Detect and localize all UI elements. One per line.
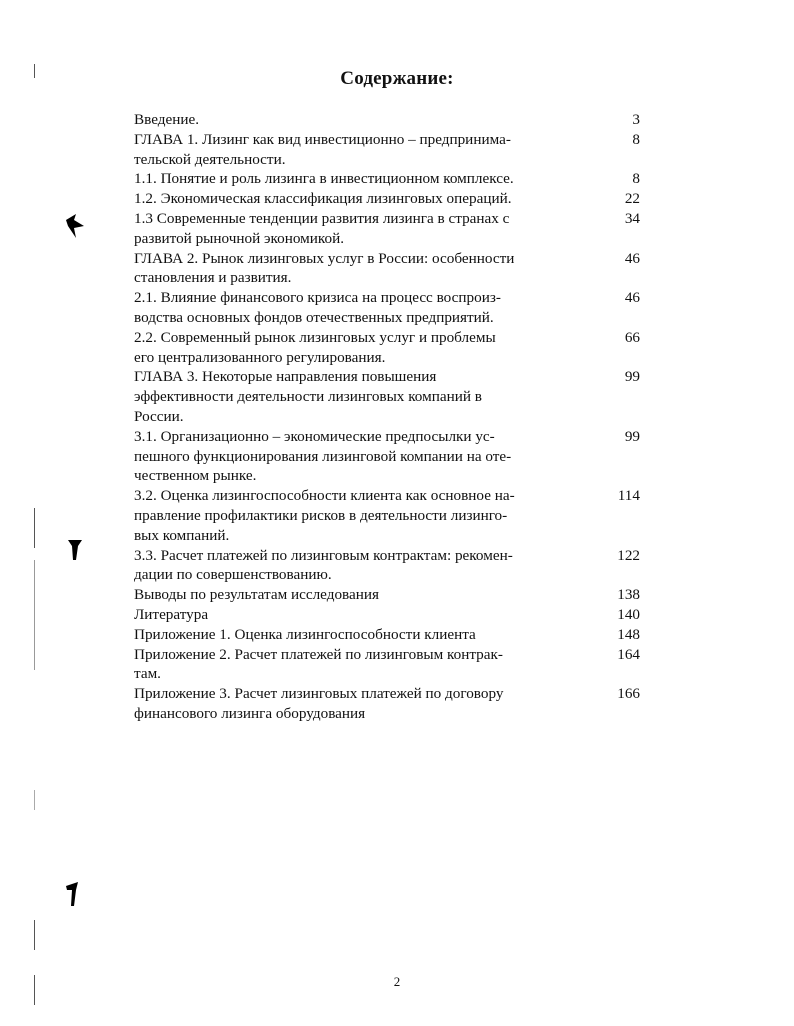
scan-artifact-line xyxy=(34,508,35,548)
toc-entry-page: 8 xyxy=(632,170,640,188)
toc-entry-page: 148 xyxy=(617,625,640,643)
toc-entry xyxy=(134,130,640,170)
toc-entry-page: 66 xyxy=(624,328,640,346)
table-of-contents xyxy=(134,110,640,724)
toc-entry-page: 22 xyxy=(624,190,640,208)
toc-entry-page: 164 xyxy=(617,645,640,663)
toc-entry xyxy=(134,486,640,545)
toc-entry xyxy=(134,684,640,724)
toc-entry xyxy=(134,169,640,189)
toc-entry-title: 3.1. Организационно – экономические предпосылки ус- пешного функционирования лизинговой компании на оте- чественном рынке. xyxy=(134,427,512,485)
scan-artifact-line xyxy=(34,920,35,950)
toc-entry xyxy=(134,546,640,586)
toc-entry-page: 114 xyxy=(617,487,640,505)
toc-entry-title: Литература xyxy=(134,605,209,623)
toc-entry-title: Введение. xyxy=(134,111,200,128)
scan-artifact-mark xyxy=(62,210,92,240)
toc-entry xyxy=(134,288,640,328)
toc-entry xyxy=(134,328,640,368)
toc-entry-title: 1.1. Понятие и роль лизинга в инвестиционном комплексе. xyxy=(134,170,514,188)
toc-entry-page: 138 xyxy=(617,586,640,604)
scan-artifact-mark xyxy=(64,880,82,910)
toc-entry-title: ГЛАВА 3. Некоторые направления повышения эффективности деятельности лизинговых компаний в России. xyxy=(134,368,482,425)
toc-entry-page: 34 xyxy=(624,209,640,227)
toc-entry-title: ГЛАВА 2. Рынок лизинговых услуг в России: особенности становления и развития. xyxy=(134,249,515,287)
toc-entry-title: 1.2. Экономическая классификация лизинговых операций. xyxy=(134,190,512,208)
scan-artifact-mark xyxy=(66,538,86,564)
toc-entry xyxy=(134,605,640,625)
toc-entry-page: 166 xyxy=(617,685,640,703)
toc-entry xyxy=(134,367,640,426)
toc-entry-title: 1.3 Современные тенденции развития лизинга в странах с развитой рыночной экономикой. xyxy=(134,209,510,247)
toc-entry-page: 46 xyxy=(624,289,640,307)
toc-entry-page: 122 xyxy=(617,546,640,564)
toc-entry-page: 3 xyxy=(632,111,640,128)
toc-entry-title: Приложение 3. Расчет лизинговых платежей по договору финансового лизинга оборудования xyxy=(134,685,504,722)
toc-entry xyxy=(134,645,640,685)
toc-entry-page: 140 xyxy=(617,605,640,623)
toc-entry-title: Выводы по результатам исследования xyxy=(134,586,380,604)
toc-entry xyxy=(134,189,640,209)
toc-entry xyxy=(134,585,640,605)
toc-entry xyxy=(134,427,640,486)
toc-entry xyxy=(134,209,640,249)
toc-entry-page: 99 xyxy=(624,368,640,386)
toc-entry xyxy=(134,625,640,645)
toc-entry-title: Приложение 1. Оценка лизингоспособности клиента xyxy=(134,625,476,643)
toc-entry xyxy=(134,110,640,130)
toc-entry-title: 3.2. Оценка лизингоспособности клиента как основное на- правление профилактики рисков в деятельности лизинго- вых компаний. xyxy=(134,487,515,544)
toc-entry-title: 2.1. Влияние финансового кризиса на процесс воспроиз- водства основных фондов отечественных предприятий. xyxy=(134,289,501,326)
toc-entry-page: 46 xyxy=(624,249,640,267)
toc-entry-page: 99 xyxy=(624,427,640,445)
toc-entry-title: Приложение 2. Расчет платежей по лизинговым контрак- там. xyxy=(134,645,503,683)
scan-artifact-line xyxy=(34,560,35,670)
toc-entry-title: ГЛАВА 1. Лизинг как вид инвестиционно – предпринима- тельской деятельности. xyxy=(134,130,511,168)
toc-entry-page: 8 xyxy=(632,130,640,148)
scan-artifact-line xyxy=(34,790,35,810)
toc-entry-title: 3.3. Расчет платежей по лизинговым контрактам: рекомен- дации по совершенствованию. xyxy=(134,546,513,584)
page-number: 2 xyxy=(393,974,401,989)
toc-entry xyxy=(134,249,640,289)
toc-entry-title: 2.2. Современный рынок лизинговых услуг и проблемы его централизованного регулирования. xyxy=(134,328,496,366)
page-title: Содержание: xyxy=(340,68,454,89)
